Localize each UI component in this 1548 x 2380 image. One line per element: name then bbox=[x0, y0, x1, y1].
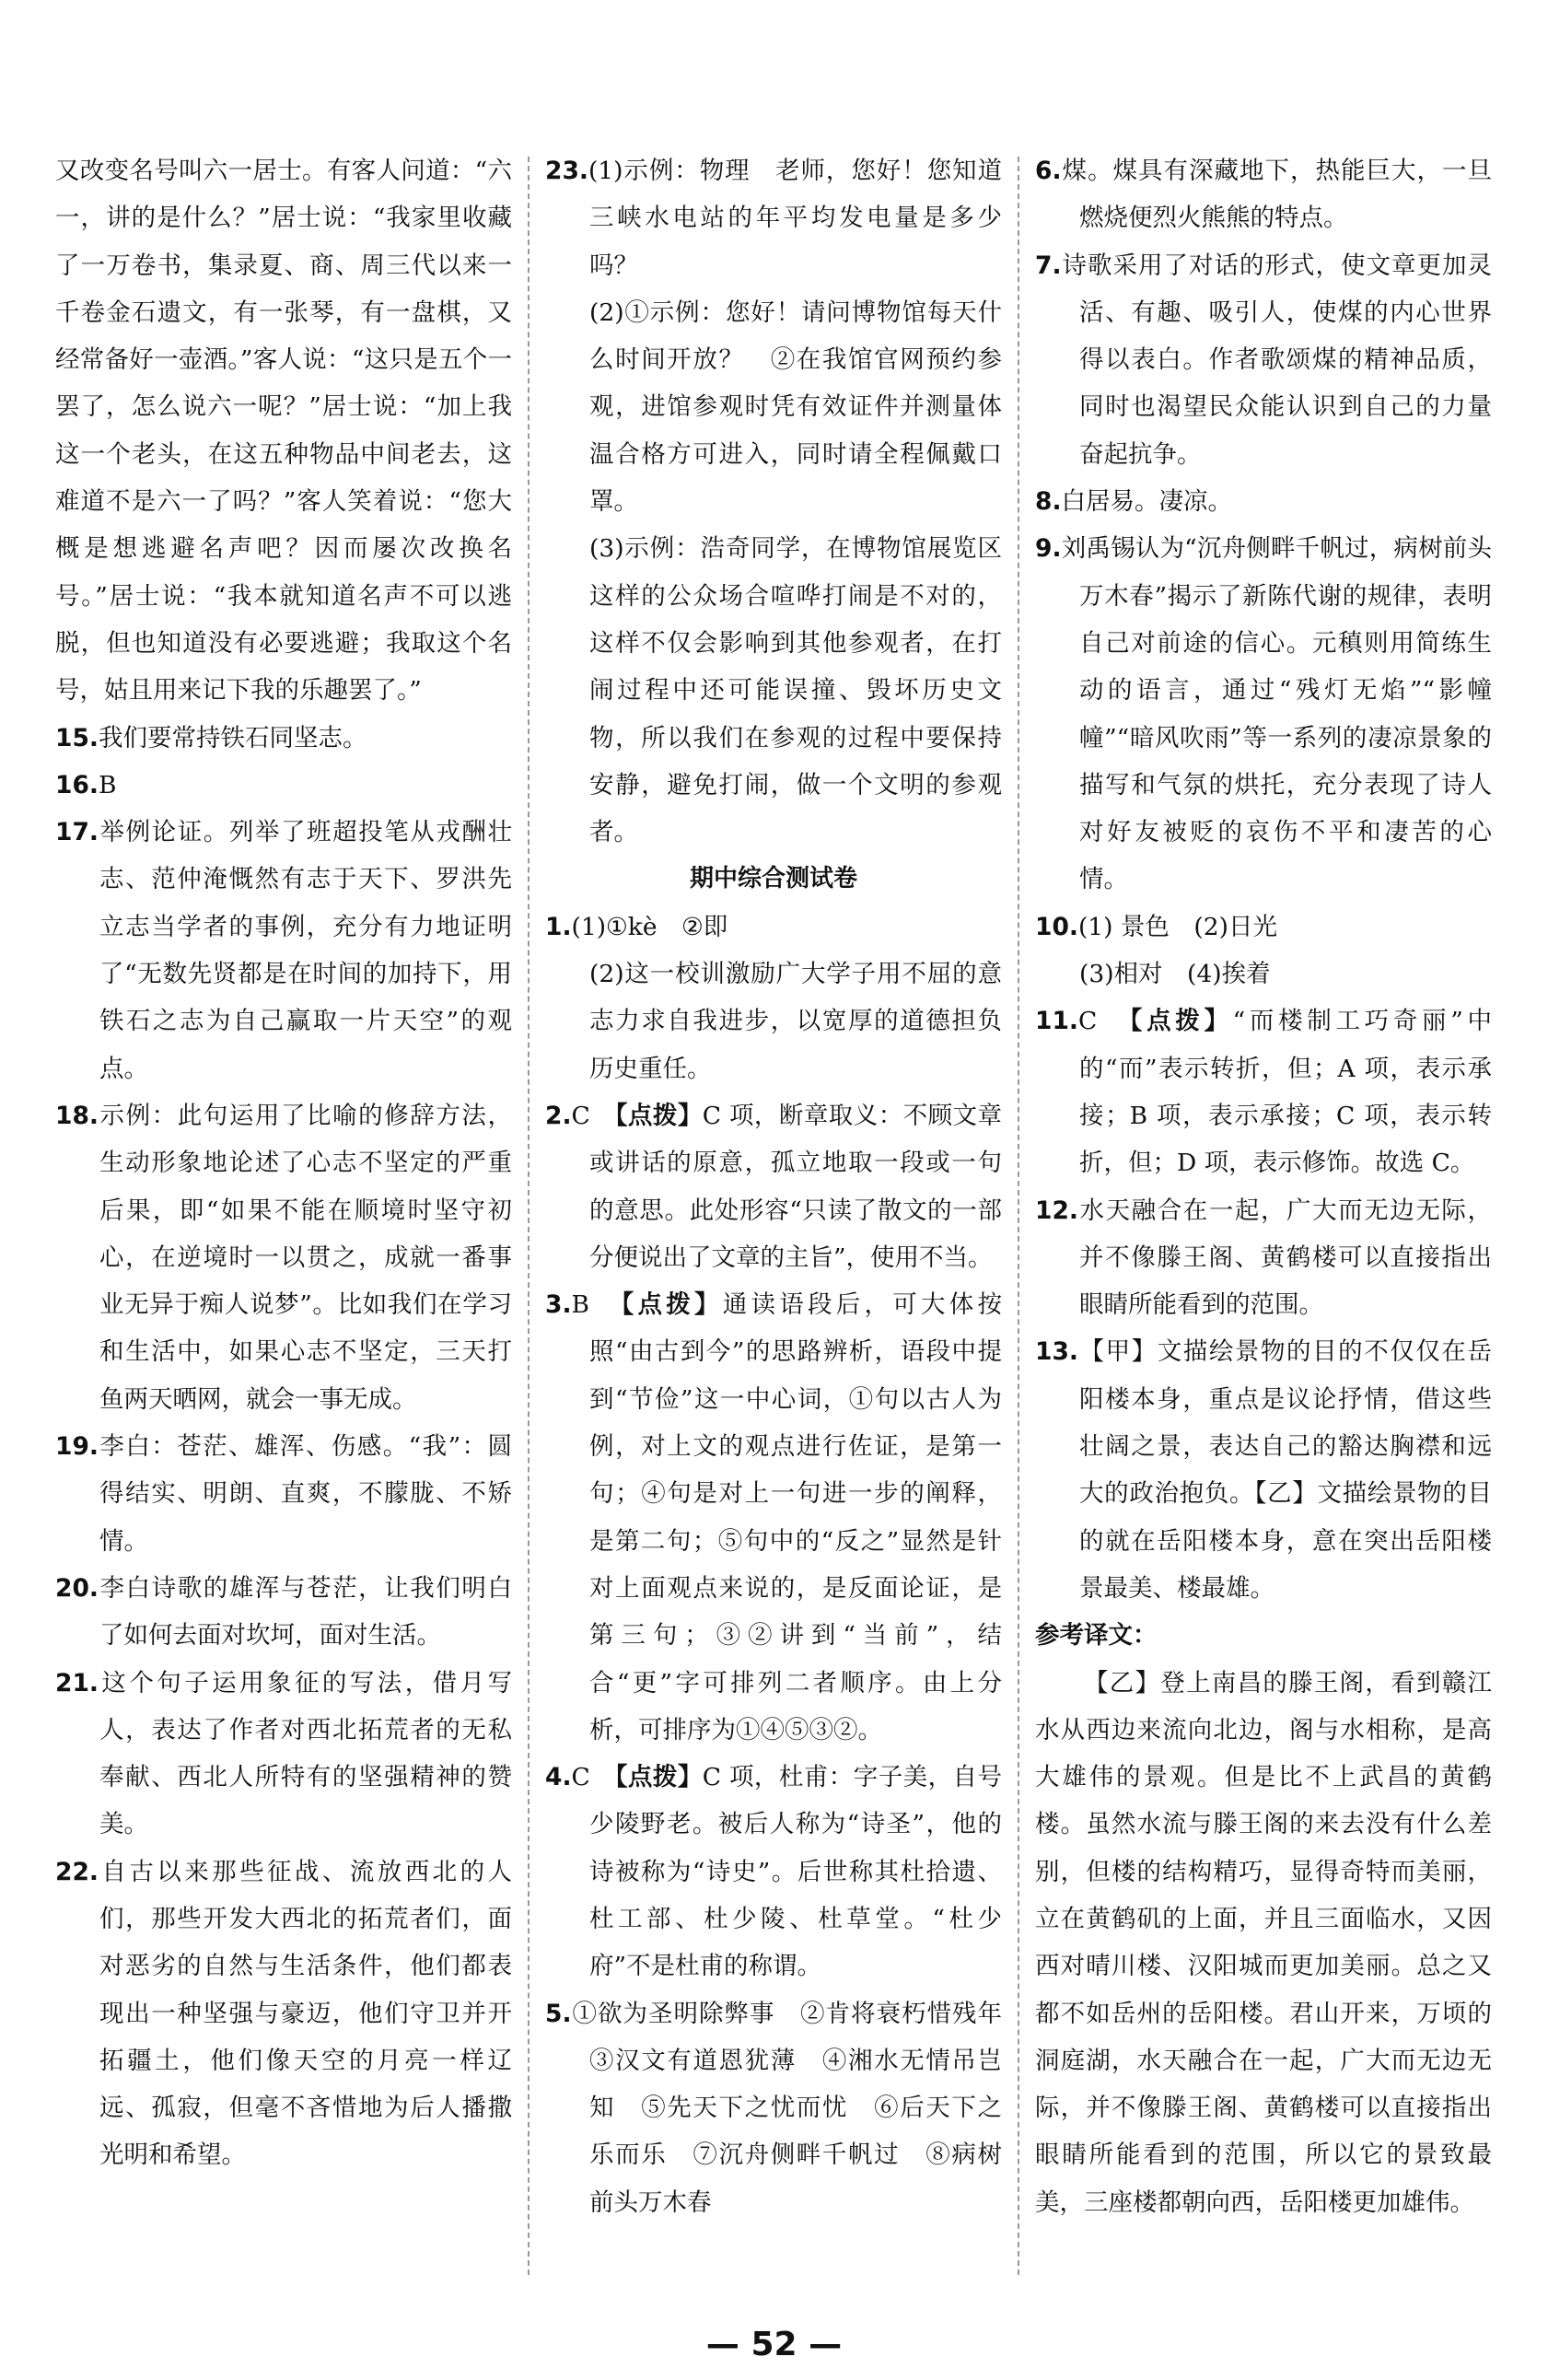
answer-21: 21.这个句子运用象征的写法，借月写人，表达了作者对西北拓荒者的无私奉献、西北人所特有的坚强精神的赞美。 bbox=[55, 1668, 512, 1839]
column-middle bbox=[545, 147, 1027, 2226]
translation-continued: 又改变名号叫六一居士。有客人问道：“六一，讲的是什么？”居士说：“我家里收藏了一万卷书，集录夏、商、周三代以来一千卷金石遗文，有一张琴，有一盘棋，又经常备好一壶酒。”客人说：“这只是五个一罢了，怎么说六一呢？”居士说：“加上我这一个老头，在这五种物品中间老去，这难道不是六一了吗？”客人笑着说：“您大概是想逃避名声吧？因而屡次改换名号。”居士说：“我本就知道名声不可以逃脱，但也知道没有必要逃避；我取这个名号，姑且用来记下我的乐趣罢了。” bbox=[55, 157, 512, 706]
answer-11: 11.C 【点拨】“而楼制工巧奇丽”中的“而”表示转折，但；A 项，表示承接；B 项，表示承接；C 项，表示转折，但；D 项，表示修饰。故选 C。 bbox=[1035, 1007, 1492, 1178]
answer-23-part-2: (2)①示例：您好！请问博物馆每天什么时间开放？ ②在我馆官网预约参观，进馆参观时凭有效证件并测量体温合格方可进入，同时请全程佩戴口罩。 bbox=[589, 298, 1002, 517]
column-divider bbox=[1018, 157, 1019, 2275]
page-number: — 52 — bbox=[705, 2326, 843, 2363]
column-divider bbox=[528, 157, 530, 2275]
answer-7: 7.诗歌采用了对话的形式，使文章更加灵活、有趣、吸引人，使煤的内心世界得以表白。作者歌颂煤的精神品质，同时也渴望民众能认识到自己的力量奋起抗争。 bbox=[1035, 251, 1492, 469]
answer-22: 22.自古以来那些征战、流放西北的人们，那些开发大西北的拓荒者们，面对恶劣的自然与生活条件，他们都表现出一种坚强与豪迈，他们守卫并开拓疆土，他们像天空的月亮一样辽远、孤寂，但毫不吝惜地为后人播撒光明和希望。 bbox=[55, 1857, 512, 2170]
answer-17: 17.举例论证。列举了班超投笔从戎酬壮志、范仲淹慨然有志于天下、罗洪先立志当学者的事例，充分有力地证明了“无数先贤都是在时间的加持下，用铁石之志为自己赢取一片天空”的观点。 bbox=[55, 818, 512, 1083]
section-heading: 期中综合测试卷 bbox=[689, 865, 857, 893]
answer-13: 13.【甲】文描绘景物的目的不仅仅在岳阳楼本身，重点是议论抒情，借这些壮阔之景，表达自己的豁达胸襟和远大的政治抱负。【乙】文描绘景物的目的就在岳阳楼本身，意在突出岳阳楼景最美、楼最雄。 bbox=[1035, 1337, 1492, 1603]
reference-translation: 【乙】登上南昌的滕王阁，看到赣江水从西边来流向北边，阁与水相称，是高大雄伟的景观。但是比不上武昌的黄鹤楼。虽然水流与滕王阁的来去没有什么差别，但楼的结构精巧，显得奇特而美丽，立在黄鹤矶的上面，并且三面临水，又因西对晴川楼、汉阳城而更加美丽。总之又都不如岳州的岳阳楼。君山开来，万顷的洞庭湖，水天融合在一起，广大而无边无际，并不像滕王阁、黄鹤楼可以直接指出眼睛所能看到的范围，所以它的景致最美，三座楼都朝向西，岳阳楼更加雄伟。 bbox=[1035, 1668, 1492, 2217]
answer-20: 20.李白诗歌的雄浑与苍茫，让我们明白了如何去面对坎坷，面对生活。 bbox=[55, 1573, 512, 1651]
answer-1-part-2: (2)这一校训激励广大学子用不屈的意志力求自我进步，以宽厚的道德担负历史重任。 bbox=[589, 960, 1002, 1083]
answer-3: 3.B 【点拨】通读语段后，可大体按照“由古到今”的思路辨析，语段中提到“节俭”这一中心词，①句以古人为例，对上文的观点进行佐证，是第一句；④句是对上一句进一步的阐释，是第二句；⑤句中的“反之”显然是针对上面观点来说的，是反面论证，是第三句；③②讲到“当前”，结合“更”字可排列二者顺序。由上分析，可排序为①④⑤③②。 bbox=[545, 1290, 1002, 1744]
answer-10: 10.(1) 景色 (2)日光 bbox=[1035, 912, 1277, 941]
answer-page bbox=[55, 147, 1492, 2293]
answer-15: 15.我们要常持铁石同坚志。 bbox=[55, 723, 367, 752]
column-left bbox=[55, 147, 512, 2179]
answer-4: 4.C 【点拨】C 项，杜甫：字子美，自号少陵野老。被后人称为“诗圣”，他的诗被称为“诗史”。后世称其杜拾遗、杜工部、杜少陵、杜草堂。“杜少府”不是杜甫的称谓。 bbox=[545, 1763, 1003, 1981]
answer-23: 23.(1)示例：物理 老师，您好！您知道三峡水电站的年平均发电量是多少吗？ bbox=[545, 157, 1002, 280]
answer-1: 1.(1)①kè ②即 bbox=[545, 912, 728, 941]
column-right bbox=[1035, 147, 1492, 2226]
answer-6: 6.煤。煤具有深藏地下，热能巨大，一旦燃烧便烈火熊熊的特点。 bbox=[1035, 157, 1492, 233]
answer-18: 18.示例：此句运用了比喻的修辞方法，生动形象地论述了心志不坚定的严重后果，即“如果不能在顺境时坚守初心，在逆境时一以贯之，成就一番事业无异于痴人说梦”。比如我们在学习和生活中，如果心志不坚定，三天打鱼两天晒网，就会一事无成。 bbox=[55, 1101, 512, 1414]
answer-9: 9.刘禹锡认为“沉舟侧畔千帆过，病树前头万木春”揭示了新陈代谢的规律，表明自己对前途的信心。元稹则用简练生动的语言，通过“残灯无焰”“影幢幢”“暗风吹雨”等一系列的凄凉景象的描写和气氛的烘托，充分表现了诗人对好友被贬的哀伤不平和凄苦的心情。 bbox=[1035, 534, 1492, 894]
answer-2: 2.C 【点拨】C 项，断章取义：不顾文章或讲话的原意，孤立地取一段或一句的意思。此处形容“只读了散文的一部分便说出了文章的主旨”，使用不当。 bbox=[545, 1101, 1003, 1272]
answer-10-line-2: (3)相对 (4)挨着 bbox=[1079, 960, 1271, 989]
reference-translation-title: 参考译文： bbox=[1035, 1621, 1158, 1651]
answer-19: 19.李白：苍茫、雄浑、伤感。“我”：圆得结实、明朗、直爽，不朦胧、不矫情。 bbox=[55, 1432, 512, 1556]
answer-12: 12.水天融合在一起，广大而无边无际，并不像滕王阁、黄鹤楼可以直接指出眼睛所能看到的范围。 bbox=[1035, 1196, 1492, 1320]
answer-16: 16.B bbox=[55, 770, 117, 799]
answer-5: 5.①欲为圣明除弊事 ②肯将衰朽惜残年 ③汉文有道恩犹薄 ④湘水无情吊岂知 ⑤先天下之忧而忧 ⑥后天下之乐而乐 ⑦沉舟侧畔千帆过 ⑧病树前头万木春 bbox=[545, 1999, 1027, 2217]
answer-23-part-3: (3)示例：浩奇同学，在博物馆展览区这样的公众场合喧哗打闹是不对的，这样不仅会影响到其他参观者，在打闹过程中还可能误撞、毁坏历史文物，所以我们在参观的过程中要保持安静，避免打闹，做一个文明的参观者。 bbox=[589, 534, 1002, 847]
answer-8: 8.白居易。凄凉。 bbox=[1035, 487, 1233, 517]
